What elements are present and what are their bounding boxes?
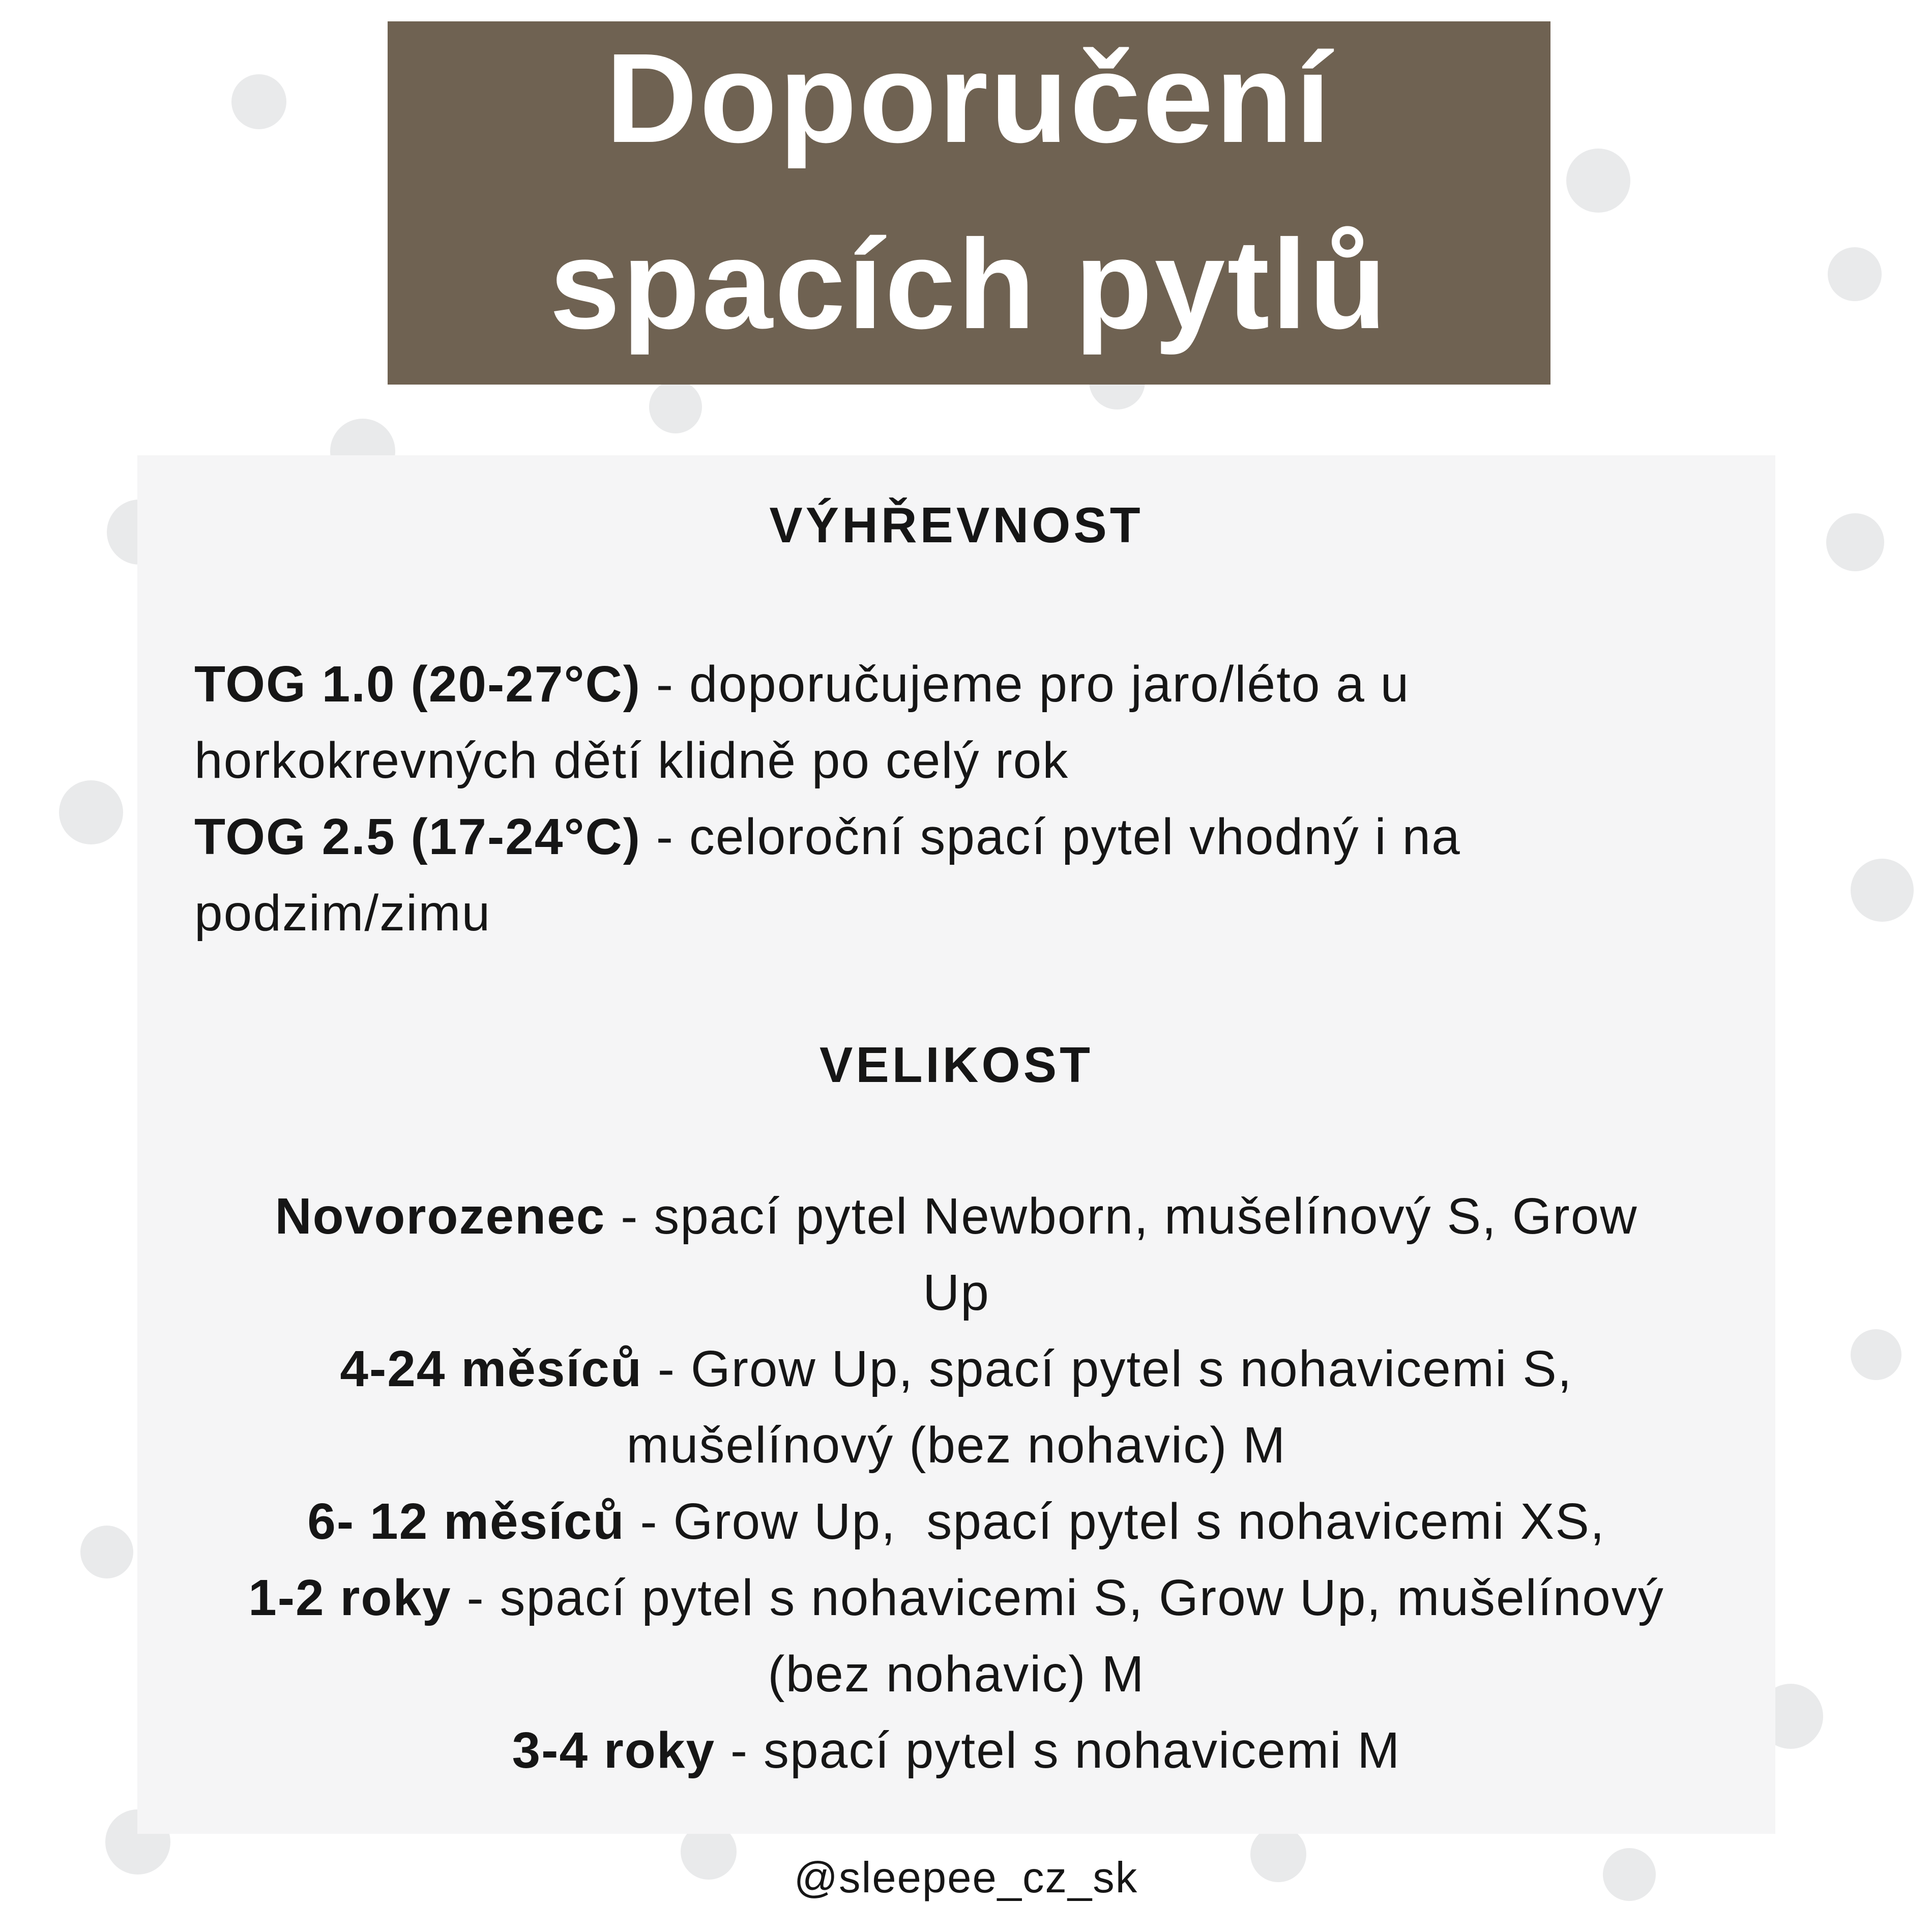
text-line bbox=[168, 1407, 1745, 1483]
line-text: - celoroční spací pytel vhodný i na bbox=[641, 808, 1461, 865]
background-dot bbox=[649, 380, 702, 433]
background-dot bbox=[1566, 149, 1630, 213]
line-text: (bez nohavic) M bbox=[768, 1646, 1145, 1703]
line-text: Up bbox=[923, 1264, 990, 1321]
background-dot bbox=[59, 780, 123, 844]
line-text: - Grow Up, spací pytel s nohavicemi S, bbox=[642, 1340, 1573, 1397]
text-line bbox=[194, 799, 1710, 875]
background-dot bbox=[1828, 247, 1882, 301]
title-line-1: Doporučení bbox=[605, 26, 1333, 169]
line-text: - spací pytel Newborn, mušelínový S, Grow bbox=[605, 1188, 1638, 1245]
line-label: 4-24 měsíců bbox=[340, 1340, 642, 1397]
text-line bbox=[194, 875, 1710, 951]
background-dot bbox=[231, 74, 286, 129]
line-text: - spací pytel s nohavicemi M bbox=[715, 1722, 1401, 1779]
background-dot bbox=[80, 1526, 133, 1578]
size-list bbox=[168, 1178, 1745, 1789]
line-label: Novorozenec bbox=[275, 1188, 606, 1245]
line-text: podzim/zimu bbox=[194, 885, 491, 942]
text-line bbox=[168, 1712, 1745, 1789]
text-line bbox=[168, 1483, 1745, 1560]
line-text: mušelínový (bez nohavic) M bbox=[626, 1417, 1286, 1474]
line-text: horkokrevných dětí klidně po celý rok bbox=[194, 732, 1069, 789]
text-line bbox=[168, 1636, 1745, 1712]
section-heading-warmth: VÝHŘEVNOST bbox=[769, 497, 1144, 553]
title-banner bbox=[388, 21, 1550, 385]
text-line bbox=[168, 1254, 1745, 1331]
line-label: 3-4 roky bbox=[512, 1722, 716, 1779]
section-heading-size: VELIKOST bbox=[819, 1037, 1094, 1093]
title-line-2: spacích pytlů bbox=[549, 213, 1389, 355]
background-dot bbox=[1826, 513, 1884, 571]
line-label: TOG 1.0 (20-27°C) bbox=[194, 656, 641, 713]
text-line bbox=[168, 1331, 1745, 1407]
text-line bbox=[168, 1560, 1745, 1636]
instagram-handle: @sleepee_cz_sk bbox=[794, 1854, 1138, 1902]
line-label: 6- 12 měsíců bbox=[307, 1493, 625, 1550]
line-text: - spací pytel s nohavicemi S, Grow Up, mušelínový bbox=[451, 1569, 1664, 1626]
background-dot bbox=[1851, 1329, 1901, 1380]
warmth-paragraph bbox=[194, 646, 1710, 951]
line-text: - Grow Up, spací pytel s nohavicemi XS, bbox=[625, 1493, 1605, 1550]
content-panel bbox=[137, 455, 1775, 1834]
background-dot bbox=[1851, 859, 1914, 922]
line-text: - doporučujeme pro jaro/léto a u bbox=[641, 656, 1410, 713]
text-line bbox=[168, 1178, 1745, 1254]
text-line bbox=[194, 722, 1710, 799]
text-line bbox=[194, 646, 1710, 722]
line-label: 1-2 roky bbox=[248, 1569, 452, 1626]
line-label: TOG 2.5 (17-24°C) bbox=[194, 808, 641, 865]
